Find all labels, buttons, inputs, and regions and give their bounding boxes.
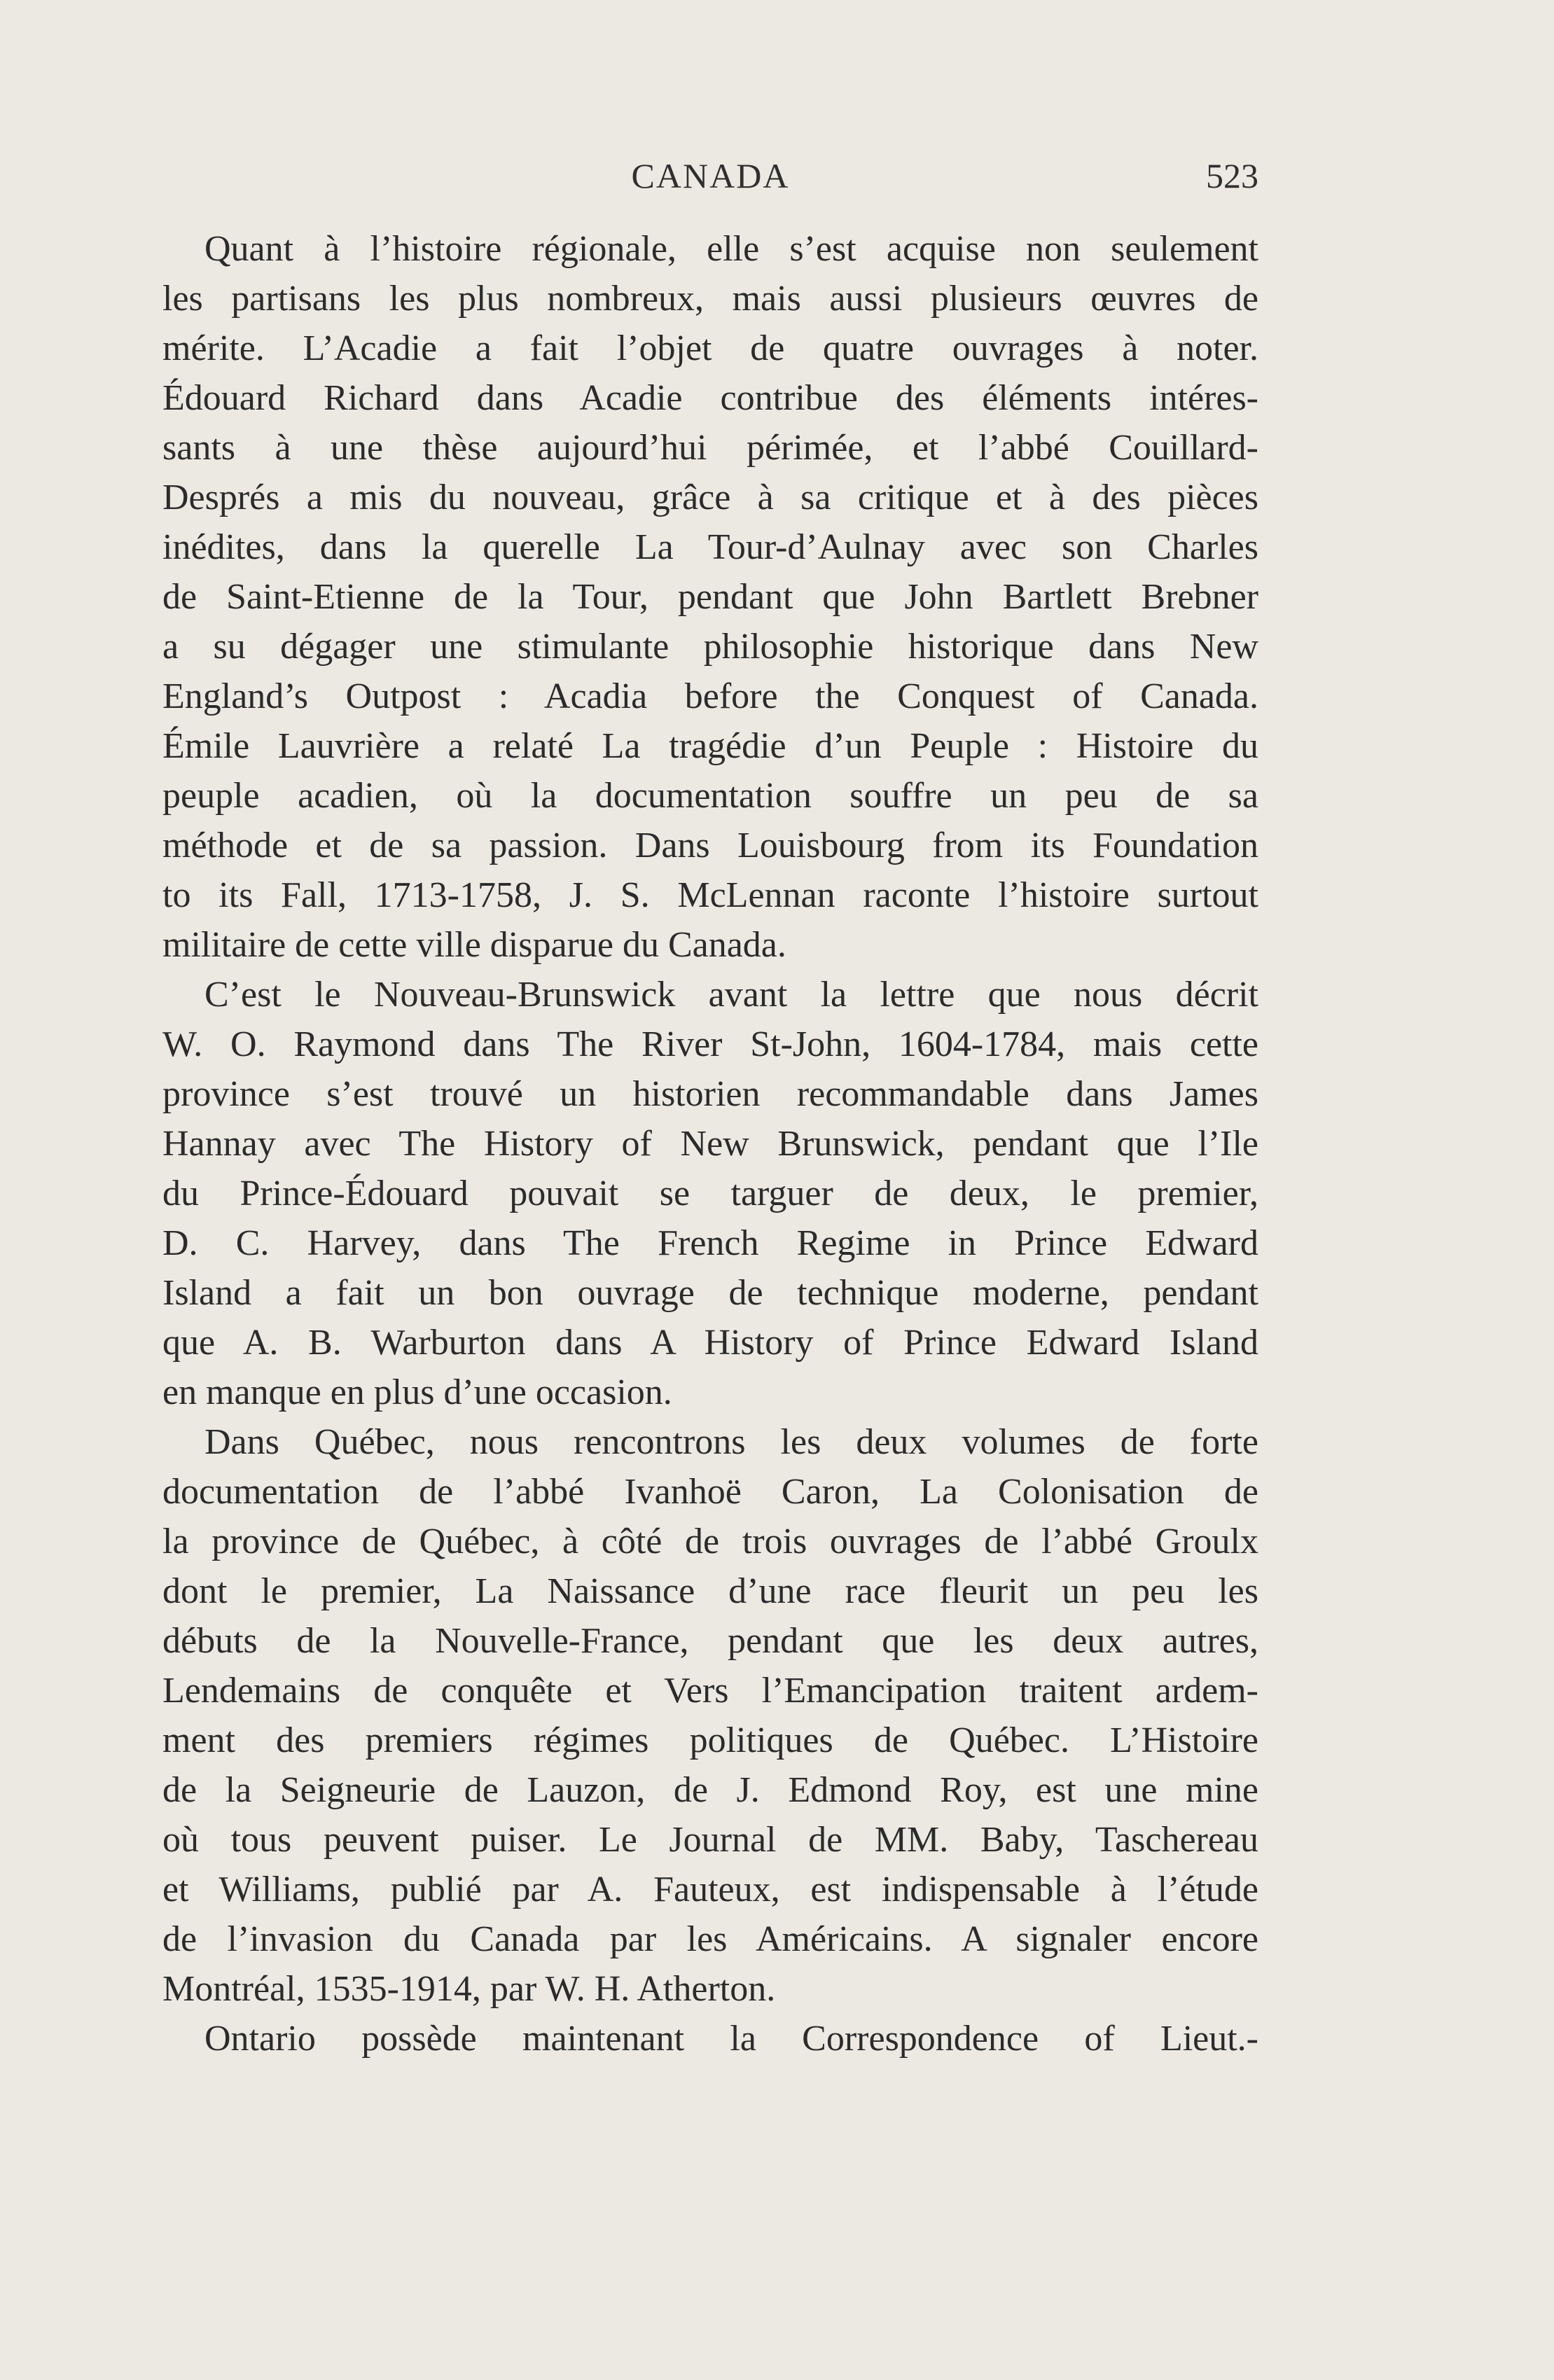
text-line: inédites, dans la querelle La Tour-d’Aulnay avec son Charles (162, 527, 1258, 567)
text-line: to its Fall, 1713-1758, J. S. McLennan raconte l’histoire surtout (162, 875, 1258, 915)
text-line: Dans Québec, nous rencontrons les deux volumes de forte (204, 1422, 1258, 1462)
text-line: en manque en plus d’une occasion. (162, 1372, 672, 1412)
text-line: méthode et de sa passion. Dans Louisbourg from its Foundation (162, 826, 1258, 865)
text-line: peuple acadien, où la documentation souffre un peu de sa (162, 776, 1258, 816)
text-line: les partisans les plus nombreux, mais aussi plusieurs œuvres de (162, 279, 1258, 319)
text-line: de la Seigneurie de Lauzon, de J. Edmond Roy, est une mine (162, 1770, 1258, 1810)
text-line: Island a fait un bon ouvrage de technique moderne, pendant (162, 1273, 1258, 1313)
text-line: sants à une thèse aujourd’hui périmée, et l’abbé Couillard- (162, 428, 1258, 468)
text-line: Émile Lauvrière a relaté La tragédie d’un Peuple : Histoire du (162, 726, 1258, 766)
text-line: de Saint-Etienne de la Tour, pendant que John Bartlett Brebner (162, 577, 1258, 617)
text-line: documentation de l’abbé Ivanhoë Caron, La Colonisation de (162, 1472, 1258, 1512)
running-head (162, 155, 1258, 211)
text-line: militaire de cette ville disparue du Canada. (162, 925, 786, 965)
header-title: CANADA (631, 156, 790, 195)
text-line: dont le premier, La Naissance d’une race fleurit un peu les (162, 1571, 1258, 1611)
text-line: W. O. Raymond dans The River St-John, 1604-1784, mais cette (162, 1024, 1258, 1064)
text-line: D. C. Harvey, dans The French Regime in Prince Edward (162, 1223, 1258, 1263)
text-line: ment des premiers régimes politiques de Québec. L’Histoire (162, 1720, 1258, 1760)
text-line: Édouard Richard dans Acadie contribue des éléments intéres- (162, 378, 1258, 418)
text-line: Lendemains de conquête et Vers l’Emancipation traitent ardem- (162, 1671, 1258, 1711)
text-line: débuts de la Nouvelle-France, pendant que les deux autres, (162, 1621, 1258, 1661)
text-line: du Prince-Édouard pouvait se targuer de deux, le premier, (162, 1174, 1258, 1213)
text-line: Després a mis du nouveau, grâce à sa critique et à des pièces (162, 478, 1258, 517)
text-line: Quant à l’histoire régionale, elle s’est acquise non seulement (204, 229, 1258, 269)
text-line: Ontario possède maintenant la Correspondence of Lieut.- (204, 2019, 1258, 2059)
text-line: a su dégager une stimulante philosophie historique dans New (162, 627, 1258, 667)
text-line: C’est le Nouveau-Brunswick avant la lettre que nous décrit (204, 975, 1258, 1015)
text-line: mérite. L’Acadie a fait l’objet de quatre ouvrages à noter. (162, 328, 1258, 368)
text-line: la province de Québec, à côté de trois ouvrages de l’abbé Groulx (162, 1522, 1258, 1561)
text-line: de l’invasion du Canada par les Américains. A signaler encore (162, 1919, 1258, 1959)
body-text (162, 224, 1258, 2064)
text-line: England’s Outpost : Acadia before the Conquest of Canada. (162, 676, 1258, 716)
text-line: que A. B. Warburton dans A History of Prince Edward Island (162, 1323, 1258, 1363)
text-line: Hannay avec The History of New Brunswick, pendant que l’Ile (162, 1124, 1258, 1164)
text-line: et Williams, publié par A. Fauteux, est indispensable à l’étude (162, 1870, 1258, 1909)
text-line: province s’est trouvé un historien recommandable dans James (162, 1074, 1258, 1114)
text-line: où tous peuvent puiser. Le Journal de MM. Baby, Taschereau (162, 1820, 1258, 1860)
text-line: Montréal, 1535-1914, par W. H. Atherton. (162, 1969, 776, 2009)
page-number: 523 (1206, 156, 1258, 195)
